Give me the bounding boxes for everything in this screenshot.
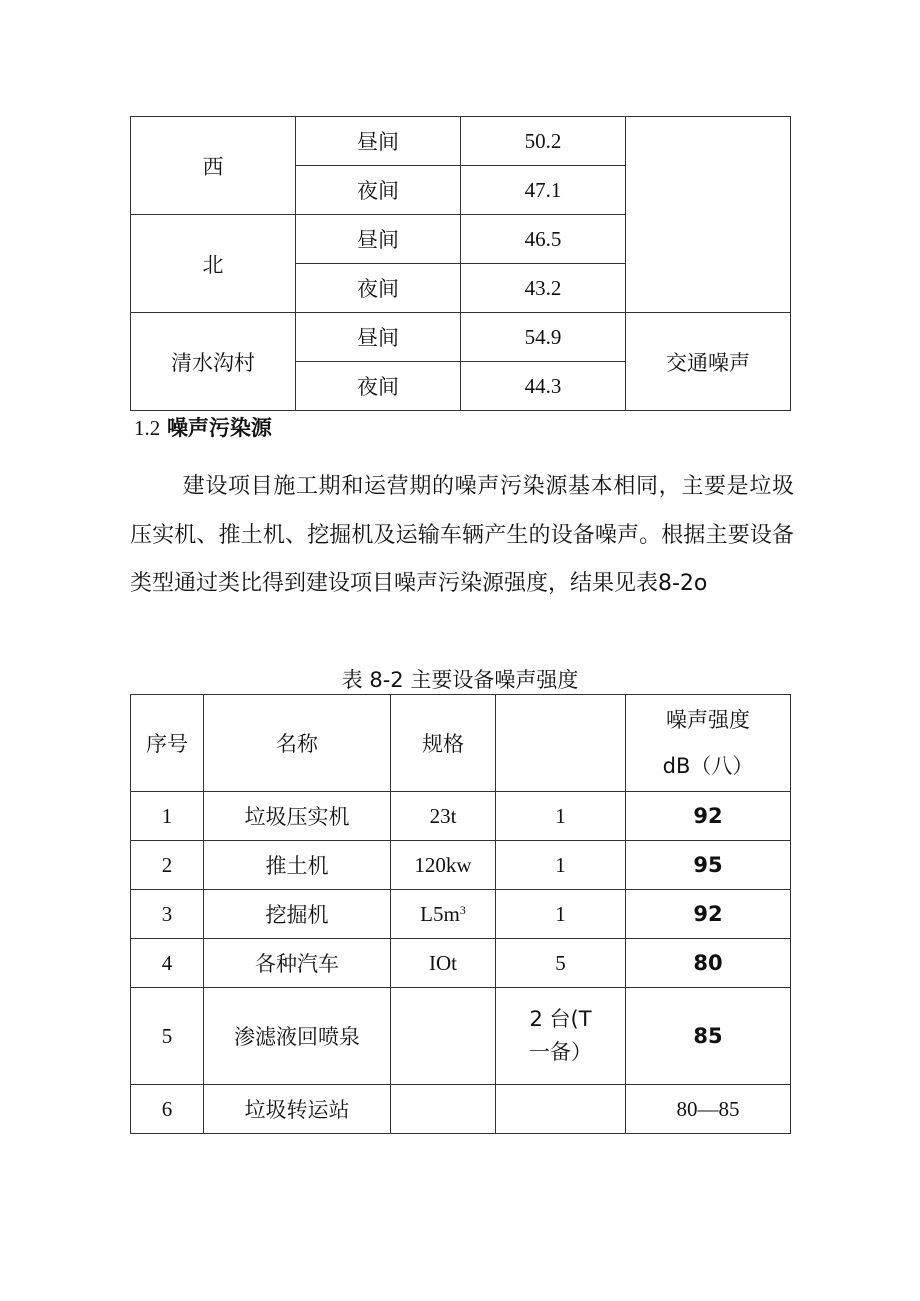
cell-no: 1 <box>131 792 204 841</box>
section-heading <box>134 412 272 442</box>
cell-qty <box>496 988 626 1085</box>
period-cell: 昼间 <box>296 313 461 362</box>
cell-no: 6 <box>131 1085 204 1134</box>
equipment-noise-table <box>130 694 791 1134</box>
header-noise <box>626 695 791 792</box>
paragraph-text: 建设项目施工期和运营期的噪声污染源基本相同，主要是垃圾压实机、推土机、挖掘机及运输车辆产生的设备噪声。根据主要设备类型通过类比得到建设项目噪声污染源强度，结果见表8-2o <box>130 474 794 596</box>
cell-noise: 80 <box>626 939 791 988</box>
cell-name: 渗滤液回喷泉 <box>204 988 391 1085</box>
cell-no: 5 <box>131 988 204 1085</box>
cell-noise: 85 <box>626 988 791 1085</box>
location-cell: 清水沟村 <box>131 313 296 411</box>
cell-name: 垃圾压实机 <box>204 792 391 841</box>
spec-superscript: 3 <box>459 902 466 917</box>
cell-noise: 92 <box>626 792 791 841</box>
value-cell: 50.2 <box>461 117 626 166</box>
table-row <box>131 988 791 1085</box>
cell-spec <box>391 1085 496 1134</box>
period-cell: 昼间 <box>296 215 461 264</box>
period-cell: 夜间 <box>296 362 461 411</box>
cell-spec: 120kw <box>391 841 496 890</box>
cell-qty: 5 <box>496 939 626 988</box>
table-row <box>131 117 791 166</box>
note-cell-empty <box>626 117 791 313</box>
period-cell: 昼间 <box>296 117 461 166</box>
qty-line1: 2 台(T <box>529 1007 592 1031</box>
cell-spec: 23t <box>391 792 496 841</box>
cell-qty: 1 <box>496 792 626 841</box>
table-header-row <box>131 695 791 792</box>
section-number: 1.2 <box>134 416 161 440</box>
value-cell: 43.2 <box>461 264 626 313</box>
value-cell: 46.5 <box>461 215 626 264</box>
header-spec: 规格 <box>391 695 496 792</box>
period-cell: 夜间 <box>296 166 461 215</box>
header-qty <box>496 695 626 792</box>
cell-no: 4 <box>131 939 204 988</box>
table-row <box>131 1085 791 1134</box>
body-paragraph <box>130 463 794 609</box>
cell-spec: IOt <box>391 939 496 988</box>
table-row <box>131 939 791 988</box>
cell-spec <box>391 988 496 1085</box>
value-cell: 44.3 <box>461 362 626 411</box>
location-cell: 北 <box>131 215 296 313</box>
cell-noise: 80—85 <box>626 1085 791 1134</box>
table-row <box>131 313 791 362</box>
table-caption: 表 8-2 主要设备噪声强度 <box>341 668 579 692</box>
cell-name: 各种汽车 <box>204 939 391 988</box>
monitoring-table <box>130 116 791 411</box>
cell-name: 推土机 <box>204 841 391 890</box>
table-row <box>131 890 791 939</box>
header-noise-line2: dB（八） <box>662 754 754 778</box>
cell-noise: 95 <box>626 841 791 890</box>
cell-qty: 1 <box>496 841 626 890</box>
header-name: 名称 <box>204 695 391 792</box>
table-row <box>131 841 791 890</box>
cell-no: 3 <box>131 890 204 939</box>
value-cell: 47.1 <box>461 166 626 215</box>
cell-no: 2 <box>131 841 204 890</box>
cell-qty: 1 <box>496 890 626 939</box>
value-cell: 54.9 <box>461 313 626 362</box>
table-row <box>131 792 791 841</box>
cell-name: 垃圾转运站 <box>204 1085 391 1134</box>
section-title: 噪声污染源 <box>166 416 272 440</box>
cell-qty <box>496 1085 626 1134</box>
qty-line2: 一备） <box>529 1040 592 1064</box>
cell-name: 挖掘机 <box>204 890 391 939</box>
location-cell: 西 <box>131 117 296 215</box>
note-cell: 交通噪声 <box>626 313 791 411</box>
spec-base: L5m <box>420 901 460 926</box>
header-no: 序号 <box>131 695 204 792</box>
header-noise-line1: 噪声强度 <box>666 708 750 732</box>
period-cell: 夜间 <box>296 264 461 313</box>
cell-spec <box>391 890 496 939</box>
cell-noise: 92 <box>626 890 791 939</box>
